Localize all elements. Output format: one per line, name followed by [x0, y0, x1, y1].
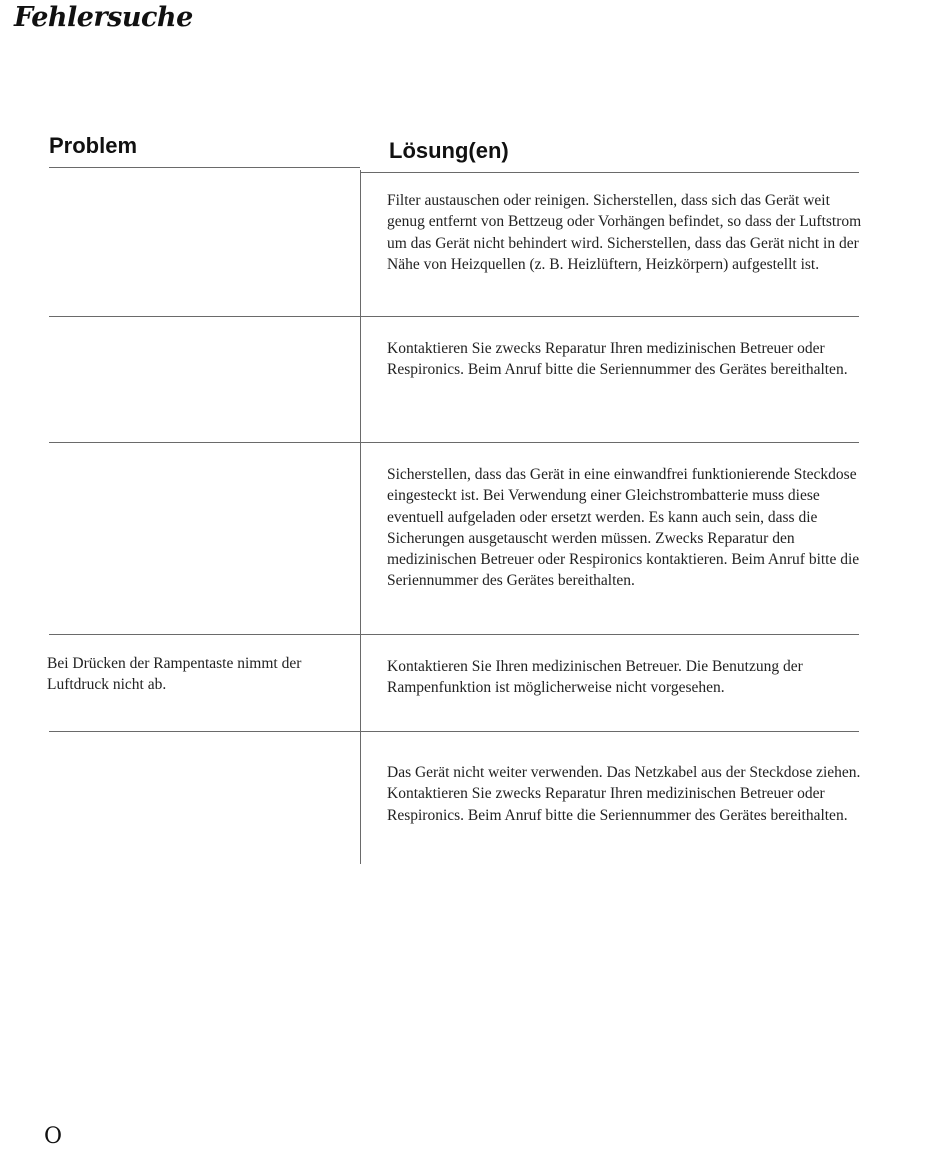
- header-rule-left: [49, 167, 360, 168]
- row-separator: [49, 442, 859, 443]
- column-header-solution: Lösung(en): [389, 138, 509, 163]
- solution-cell: Kontaktieren Sie zwecks Reparatur Ihren medizinischen Betreuer oder Respironics. Beim Anruf bitte die Seriennummer des Gerätes bereithalten.: [387, 340, 848, 379]
- solution-cell: Das Gerät nicht weiter verwenden. Das Netzkabel aus der Steckdose ziehen. Kontaktieren Sie zwecks Reparatur Ihren medizinischen Betreuer oder Respironics. Beim Anruf bitte die Seriennummer des Gerätes bereithalten.: [387, 764, 861, 824]
- column-header-problem: Problem: [49, 133, 138, 158]
- header-rule-right: [360, 172, 859, 173]
- solution-cell: Filter austauschen oder reinigen. Sicherstellen, dass sich das Gerät weit genug entfernt von Bettzeug oder Vorhängen befindet, so dass der Luftstrom um das Gerät nicht behindert wird. Sicherstellen, dass das Gerät nicht in der Nähe von Heizquellen (z. B. Heizlüftern, Heizkörpern) aufgestellt ist.: [387, 192, 862, 273]
- solution-cell: Kontaktieren Sie Ihren medizinischen Betreuer. Die Benutzung der Rampenfunktion ist möglicherweise nicht vorgesehen.: [387, 658, 803, 697]
- problem-cell: Bei Drücken der Rampentaste nimmt der Luftdruck nicht ab.: [47, 655, 302, 694]
- row-separator: [49, 634, 859, 635]
- solution-cell: Sicherstellen, dass das Gerät in eine einwandfrei funktionierende Steckdose eingesteckt ist. Bei Verwendung einer Gleichstrombatterie muss diese eventuell aufgeladen oder ersetzt werden. Es kann auch sein, dass die Sicherungen ausgetauscht werden müssen. Zwecks Reparatur den medizinischen Betreuer oder Respironics kontaktieren. Beim Anruf bitte die Seriennummer des Gerätes bereithalten.: [387, 466, 860, 590]
- column-divider: [360, 170, 361, 864]
- page-title: Fehlersuche: [14, 2, 193, 33]
- row-separator: [49, 316, 859, 317]
- row-separator: [49, 731, 859, 732]
- page-number: O: [44, 1124, 63, 1149]
